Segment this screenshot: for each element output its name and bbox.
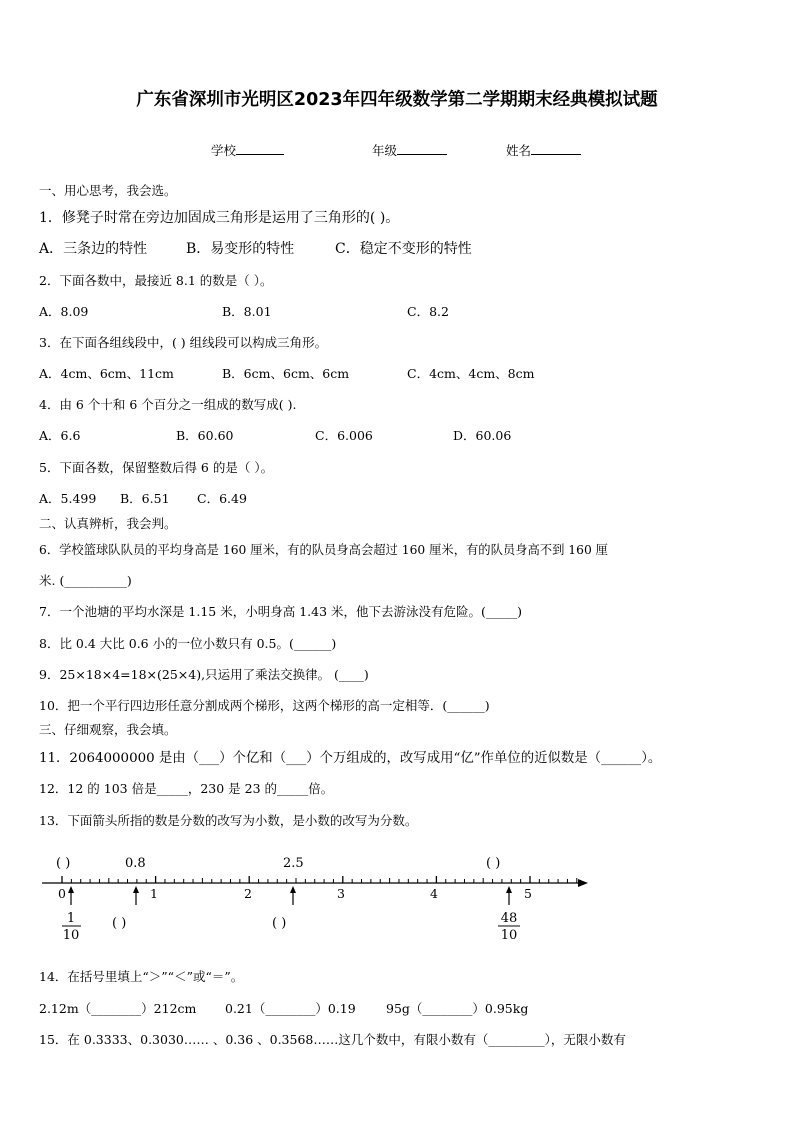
q4-option-b: B．60.60	[176, 428, 234, 443]
q2-option-a: A．8.09	[39, 304, 89, 319]
school-label: 学校	[211, 143, 237, 158]
tick-label-1: 1	[150, 886, 158, 901]
q14-part-b: 0.21（________）0.19	[225, 1001, 356, 1016]
arrow-up-icon	[133, 886, 139, 905]
numberline-label-2-5: 2.5	[283, 856, 304, 871]
question-5: 5．下面各数，保留整数后得 6 的是（ ）。	[39, 460, 274, 475]
q5-option-a: A．5.499	[39, 491, 97, 506]
question-6-line-1: 6．学校篮球队队员的平均身高是 160 厘米，有的队员身高会超过 160 厘米，有的队员身高不到 160 厘	[39, 543, 608, 557]
fraction-2-denominator: 10	[500, 928, 518, 943]
q3-option-c: C．4cm、4cm、8cm	[407, 366, 535, 381]
q1-option-b: B．易变形的特性	[186, 241, 295, 257]
question-12: 12．12 的 103 倍是_____，230 是 23 的_____倍。	[39, 781, 334, 796]
arrow-up-icon	[506, 886, 512, 905]
q5-option-c: C．6.49	[197, 491, 247, 506]
question-14: 14．在括号里填上“＞”“＜”或“＝”。	[39, 969, 244, 984]
arrow-up-icon	[68, 886, 74, 905]
question-7: 7．一个池塘的平均水深是 1.15 米，小明身高 1.43 米，他下去游泳没有危险。(_____)	[39, 604, 523, 619]
q14-part-a: 2.12m（________）212cm	[39, 1001, 197, 1016]
arrow-up-icon	[290, 886, 296, 905]
numberline-ticks	[62, 876, 577, 883]
question-15: 15．在 0.3333、0.3030…… 、0.36 、0.3568……这几个数中，有限小数有（_________），无限小数有	[39, 1032, 626, 1047]
section-1-heading: 一、用心思考，我会选。	[39, 183, 177, 198]
page-title: 广东省深圳市光明区2023年四年级数学第二学期期末经典模拟试题	[136, 90, 658, 110]
tick-label-2: 2	[244, 886, 252, 901]
section-2-heading: 二、认真辨析，我会判。	[39, 516, 177, 531]
name-label: 姓名	[506, 143, 532, 158]
question-2: 2．下面各数中，最接近 8.1 的数是（ ）。	[39, 273, 273, 288]
fraction-1-numerator: 1	[66, 911, 76, 926]
number-line-figure	[0, 845, 794, 945]
grade-blank[interactable]	[397, 142, 447, 155]
question-6-line-2: 米. (__________)	[39, 573, 132, 588]
question-3: 3．在下面各组线段中，( ) 组线段可以构成三角形。	[39, 335, 328, 350]
section-3-heading: 三、仔细观察，我会填。	[39, 722, 177, 737]
question-10: 10．把一个平行四边形任意分割成两个梯形，这两个梯形的高一定相等．(______)	[39, 698, 490, 713]
question-1: 1．修凳子时常在旁边加固成三角形是运用了三角形的( )。	[39, 210, 400, 226]
numberline-bottom-blank-1: ( )	[112, 916, 127, 931]
numberline-top-blank-2: ( )	[486, 856, 501, 871]
tick-label-3: 3	[337, 886, 345, 901]
q1-option-c: C．稳定不变形的特性	[335, 241, 472, 257]
fraction-2-numerator: 48	[500, 911, 518, 926]
q2-option-b: B．8.01	[222, 304, 272, 319]
q4-option-d: D．60.06	[453, 428, 512, 443]
tick-label-0: 0	[58, 886, 66, 901]
question-11: 11．2064000000 是由（___）个亿和（___）个万组成的，改写成用“亿”作单位的近似数是（______）。	[39, 751, 662, 766]
numberline-label-0-8: 0.8	[125, 856, 146, 871]
numberline-arrowhead	[578, 879, 588, 887]
tick-label-4: 4	[430, 886, 438, 901]
q2-option-c: C．8.2	[407, 304, 449, 319]
name-field	[506, 141, 581, 159]
numberline-top-blank-1: ( )	[56, 856, 71, 871]
q1-option-a: A．三条边的特性	[39, 241, 148, 257]
school-blank[interactable]	[236, 142, 284, 155]
q3-option-b: B．6cm、6cm、6cm	[222, 366, 350, 381]
tick-label-5: 5	[524, 886, 532, 901]
q3-option-a: A．4cm、6cm、11cm	[39, 366, 174, 381]
q5-option-b: B．6.51	[120, 491, 170, 506]
fraction-1-denominator: 10	[62, 928, 80, 943]
school-field	[211, 141, 284, 159]
name-blank[interactable]	[531, 142, 581, 155]
numberline-bottom-blank-2: ( )	[272, 916, 287, 931]
grade-label: 年级	[372, 143, 398, 158]
grade-field	[372, 141, 447, 159]
question-9: 9．25×18×4=18×(25×4),只运用了乘法交换律。 (____)	[39, 667, 369, 682]
q4-option-c: C．6.006	[315, 428, 373, 443]
q4-option-a: A．6.6	[39, 428, 81, 443]
question-8: 8．比 0.4 大比 0.6 小的一位小数只有 0.5。(______)	[39, 636, 337, 651]
q14-part-c: 95g（________）0.95kg	[386, 1001, 529, 1016]
question-4: 4．由 6 个十和 6 个百分之一组成的数写成( ).	[39, 397, 297, 412]
question-13: 13．下面箭头所指的数是分数的改写为小数，是小数的改写为分数。	[39, 813, 418, 828]
